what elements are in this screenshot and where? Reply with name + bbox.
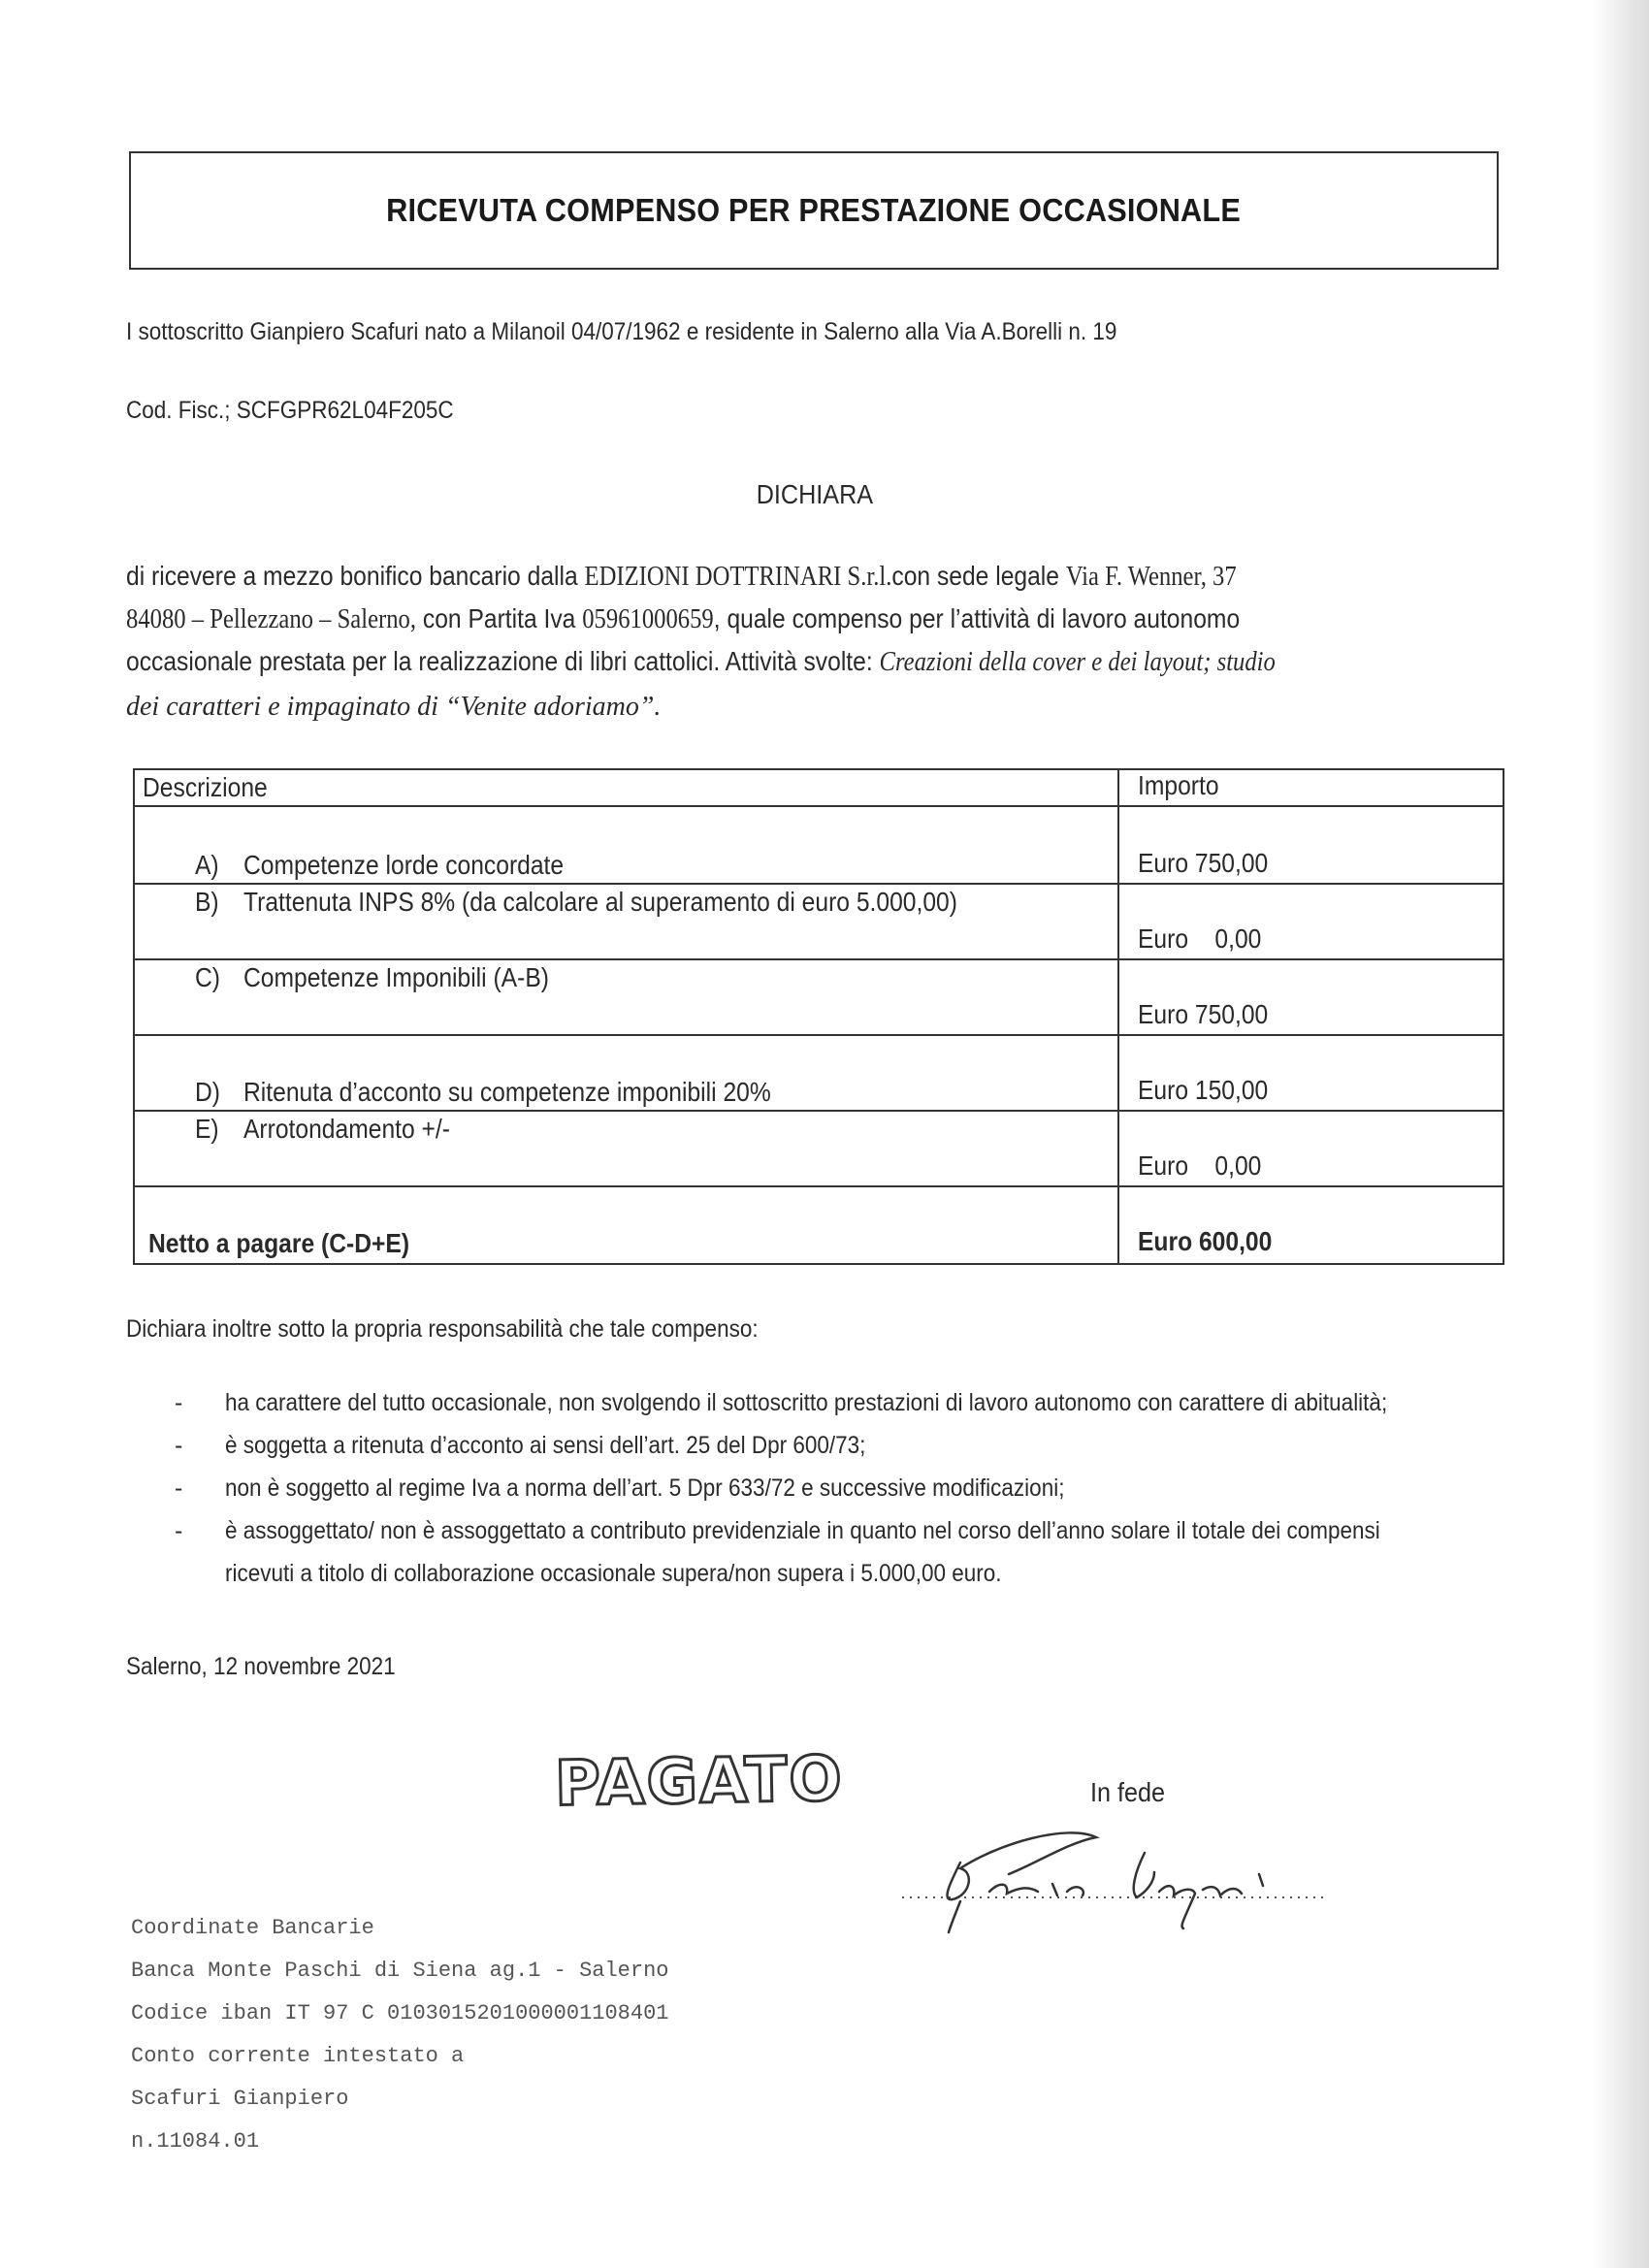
row-d-amount-text: Euro 150,00 <box>1138 1075 1269 1105</box>
header-amount-text: Importo <box>1138 770 1219 800</box>
row-e-label <box>243 1114 478 1145</box>
row-d-label <box>243 1077 843 1108</box>
para-1a: di ricevere a mezzo bonifico bancario dalla <box>126 561 585 591</box>
row-c-label <box>243 962 591 993</box>
paragraph-line-2 <box>126 603 1392 635</box>
row-c-letter-text: C) <box>195 962 221 992</box>
in-fede-text: In fede <box>1090 1777 1166 1807</box>
row-e-letter <box>195 1114 222 1145</box>
row-d-label-text: Ritenuta d’acconto su competenze imponibili 20% <box>243 1077 771 1107</box>
header-description-text: Descrizione <box>143 772 268 802</box>
total-label-text: Netto a pagare (C-D+E) <box>148 1228 410 1258</box>
table-line-bottom <box>133 1263 1504 1265</box>
row-d-letter-text: D) <box>195 1077 221 1107</box>
paid-stamp <box>554 1743 844 1820</box>
header-description <box>143 772 284 803</box>
bank-line: Scafuri Gianpiero <box>131 2087 349 2111</box>
paragraph-line-2-text <box>126 603 1240 635</box>
intro-line <box>126 318 1227 346</box>
row-a-amount-text: Euro 750,00 <box>1138 848 1269 878</box>
compensation-table <box>133 768 1504 1265</box>
row-e-amount <box>1138 1150 1278 1182</box>
para-1b: EDIZIONI DOTTRINARI S.r.l. <box>584 562 892 592</box>
statement-intro <box>126 1315 828 1344</box>
declares-text: DICHIARA <box>756 479 874 509</box>
row-a-letter <box>195 850 222 881</box>
table-line-c <box>133 1034 1504 1036</box>
row-c-label-text: Competenze Imponibili (A-B) <box>243 962 549 992</box>
bank-line: Conto corrente intestato a <box>131 2044 465 2068</box>
paid-stamp-text: PAGATO <box>554 1743 845 1821</box>
signature <box>892 1804 1339 1940</box>
row-c-letter <box>195 962 224 993</box>
total-label <box>148 1228 445 1259</box>
para-2c: 05961000659 <box>582 604 714 634</box>
row-b-letter-text: B) <box>195 887 219 917</box>
row-b-letter <box>195 887 222 918</box>
bank-line: Coordinate Bancarie <box>131 1916 374 1940</box>
para-3b: Creazioni della cover e dei layout; studio <box>879 647 1276 677</box>
bank-line: Codice iban IT 97 C 0103015201000001108401 <box>131 2001 669 2025</box>
row-c-amount-text: Euro 750,00 <box>1138 999 1269 1029</box>
table-line-mid <box>1117 768 1119 1265</box>
scan-edge-shade <box>1591 0 1649 2268</box>
table-line-a <box>133 883 1504 885</box>
total-amount <box>1138 1226 1290 1257</box>
row-a-letter-text: A) <box>195 850 219 880</box>
paragraph-line-4 <box>126 691 661 723</box>
bank-line: Banca Monte Paschi di Siena ag.1 - Salerno <box>131 1959 669 1983</box>
signature-stroke <box>948 1832 1263 1928</box>
table-line-b <box>133 958 1504 960</box>
para-2b: con Partita Iva <box>416 603 583 633</box>
bullet-dash: - <box>175 1432 183 1459</box>
statement-intro-text: Dichiara inoltre sotto la propria responsabilità che tale compenso: <box>126 1315 759 1343</box>
intro-text: I sottoscritto Gianpiero Scafuri nato a Milanoil 04/07/1962 e residente in Salerno alla Via A.Borelli n. 19 <box>126 318 1117 345</box>
row-d-amount <box>1138 1075 1286 1106</box>
row-a-amount <box>1138 848 1286 879</box>
place-date <box>126 1653 426 1681</box>
row-b-amount-text: Euro 0,00 <box>1138 923 1262 954</box>
table-line-right <box>1503 768 1504 1265</box>
paragraph-line-3 <box>126 646 1432 678</box>
bank-line: n.11084.01 <box>131 2129 260 2154</box>
fiscal-code: Cod. Fisc.; SCFGPR62L04F205C <box>126 397 454 424</box>
table-line-left <box>133 768 135 1265</box>
fiscal-code-line <box>126 397 490 425</box>
row-e-label-text: Arrotondamento +/- <box>243 1114 450 1144</box>
place-date-text: Salerno, 12 novembre 2021 <box>126 1653 396 1680</box>
list-item-text: ricevuti a titolo di collaborazione occasionale supera/non supera i 5.000,00 euro. <box>225 1560 1002 1587</box>
table-line-d <box>133 1110 1504 1112</box>
row-b-amount <box>1138 923 1278 955</box>
declares-heading <box>0 479 1630 510</box>
row-c-amount <box>1138 999 1286 1030</box>
para-1d: Via F. Wenner, 37 <box>1065 562 1237 592</box>
list-item-text: ha carattere del tutto occasionale, non svolgendo il sottoscritto prestazioni di lavoro autonomo con carattere di abitualità; <box>225 1389 1388 1416</box>
list-item-text: è assoggettato/ non è assoggettato a contributo previdenziale in quanto nel corso dell’anno solare il totale dei compensi <box>225 1517 1380 1544</box>
bullet-dash: - <box>175 1517 183 1544</box>
row-b-label <box>243 887 1054 918</box>
bullet-dash: - <box>175 1389 183 1416</box>
row-b-label-text: Trattenuta INPS 8% (da calcolare al superamento di euro 5.000,00) <box>243 887 957 917</box>
paragraph-line-4-text: dei caratteri e impaginato di “Venite adoriamo”. <box>126 692 662 722</box>
table-line-top <box>133 768 1504 770</box>
bullet-dash: - <box>175 1474 183 1502</box>
total-amount-text: Euro 600,00 <box>1138 1226 1273 1256</box>
paragraph-line-1-text <box>126 561 1237 593</box>
signature-tail <box>949 1901 960 1932</box>
row-a-label-text: Competenze lorde concordate <box>243 850 565 880</box>
bank-details <box>131 1907 669 2163</box>
para-1c: con sede legale <box>891 561 1066 591</box>
list-item-text: è soggetta a ritenuta d’acconto ai sensi dell’art. 25 del Dpr 600/73; <box>225 1432 866 1459</box>
header-amount <box>1138 770 1230 801</box>
para-2a: 84080 – Pellezzano – Salerno, <box>126 604 417 634</box>
paragraph-line-1 <box>126 561 1388 593</box>
row-e-letter-text: E) <box>195 1114 219 1144</box>
list-item-text: non è soggetto al regime Iva a norma dell’art. 5 Dpr 633/72 e successive modificazioni; <box>225 1474 1065 1502</box>
table-line-header <box>133 805 1504 807</box>
document-title: RICEVUTA COMPENSO PER PRESTAZIONE OCCASIONALE <box>386 192 1242 228</box>
title-box <box>129 151 1499 270</box>
para-3a: occasionale prestata per la realizzazione di libri cattolici. Attività svolte: <box>126 646 880 676</box>
para-2d: , quale compenso per l’attività di lavoro autonomo <box>713 603 1241 633</box>
row-d-letter <box>195 1077 224 1108</box>
row-a-label <box>243 850 607 881</box>
paragraph-line-3-text <box>126 646 1276 678</box>
table-line-e <box>133 1185 1504 1187</box>
row-e-amount-text: Euro 0,00 <box>1138 1150 1262 1181</box>
